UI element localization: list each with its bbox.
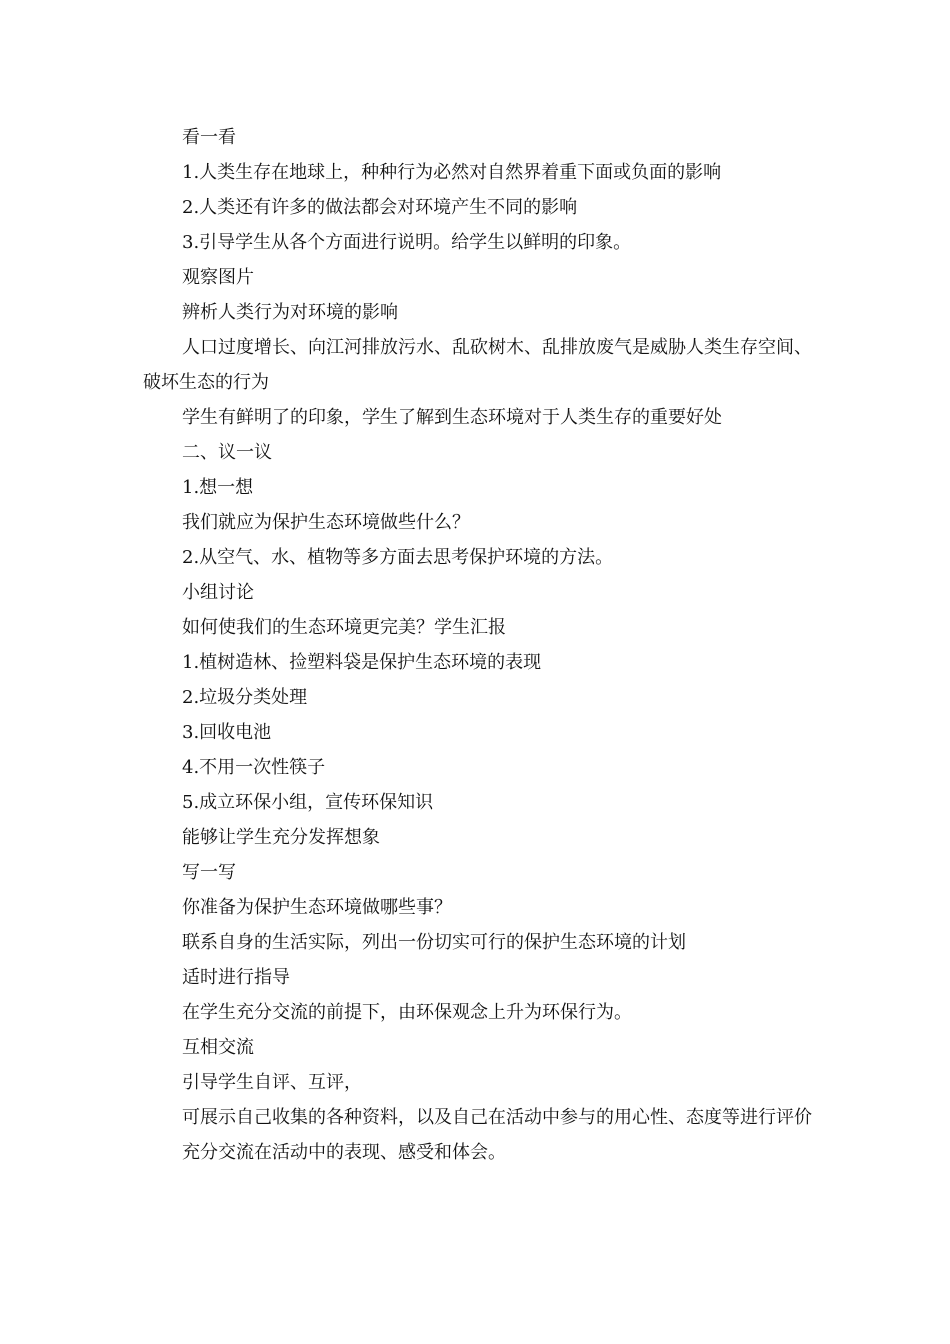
paragraph: 学生有鲜明了的印象，学生了解到生态环境对于人类生存的重要好处	[182, 407, 722, 428]
paragraph: 4.不用一次性筷子	[182, 757, 326, 778]
paragraph: 可展示自己收集的各种资料，以及自己在活动中参与的用心性、态度等进行评价	[182, 1107, 812, 1128]
paragraph: 1.植树造林、捡塑料袋是保护生态环境的表现	[182, 652, 542, 673]
paragraph: 引导学生自评、互评，	[182, 1072, 362, 1093]
paragraph: 看一看	[182, 127, 236, 148]
paragraph: 写一写	[182, 862, 236, 883]
paragraph: 联系自身的生活实际，列出一份切实可行的保护生态环境的计划	[182, 932, 686, 953]
paragraph: 小组讨论	[182, 582, 254, 603]
paragraph: 二、议一议	[182, 442, 272, 463]
paragraph: 3.引导学生从各个方面进行说明。给学生以鲜明的印象。	[182, 232, 632, 253]
paragraph: 适时进行指导	[182, 967, 290, 988]
paragraph: 我们就应为保护生态环境做些什么？	[182, 512, 470, 533]
document-body	[143, 120, 813, 1170]
paragraph: 互相交流	[182, 1037, 254, 1058]
paragraph: 1.人类生存在地球上，种种行为必然对自然界着重下面或负面的影响	[182, 162, 722, 183]
paragraph: 人口过度增长、向江河排放污水、乱砍树木、乱排放废气是威胁人类生存空间、破坏生态的行为	[143, 337, 812, 393]
paragraph: 你准备为保护生态环境做哪些事？	[182, 897, 452, 918]
paragraph: 充分交流在活动中的表现、感受和体会。	[182, 1142, 506, 1163]
paragraph: 1.想一想	[182, 477, 254, 498]
paragraph: 2.垃圾分类处理	[182, 687, 308, 708]
paragraph: 观察图片	[182, 267, 254, 288]
paragraph: 3.回收电池	[182, 722, 272, 743]
paragraph: 能够让学生充分发挥想象	[182, 827, 380, 848]
paragraph: 辨析人类行为对环境的影响	[182, 302, 398, 323]
paragraph: 2.人类还有许多的做法都会对环境产生不同的影响	[182, 197, 578, 218]
paragraph: 如何使我们的生态环境更完美？学生汇报	[182, 617, 506, 638]
paragraph: 5.成立环保小组，宣传环保知识	[182, 792, 434, 813]
paragraph: 2.从空气、水、植物等多方面去思考保护环境的方法。	[182, 547, 614, 568]
paragraph: 在学生充分交流的前提下，由环保观念上升为环保行为。	[182, 1002, 632, 1023]
